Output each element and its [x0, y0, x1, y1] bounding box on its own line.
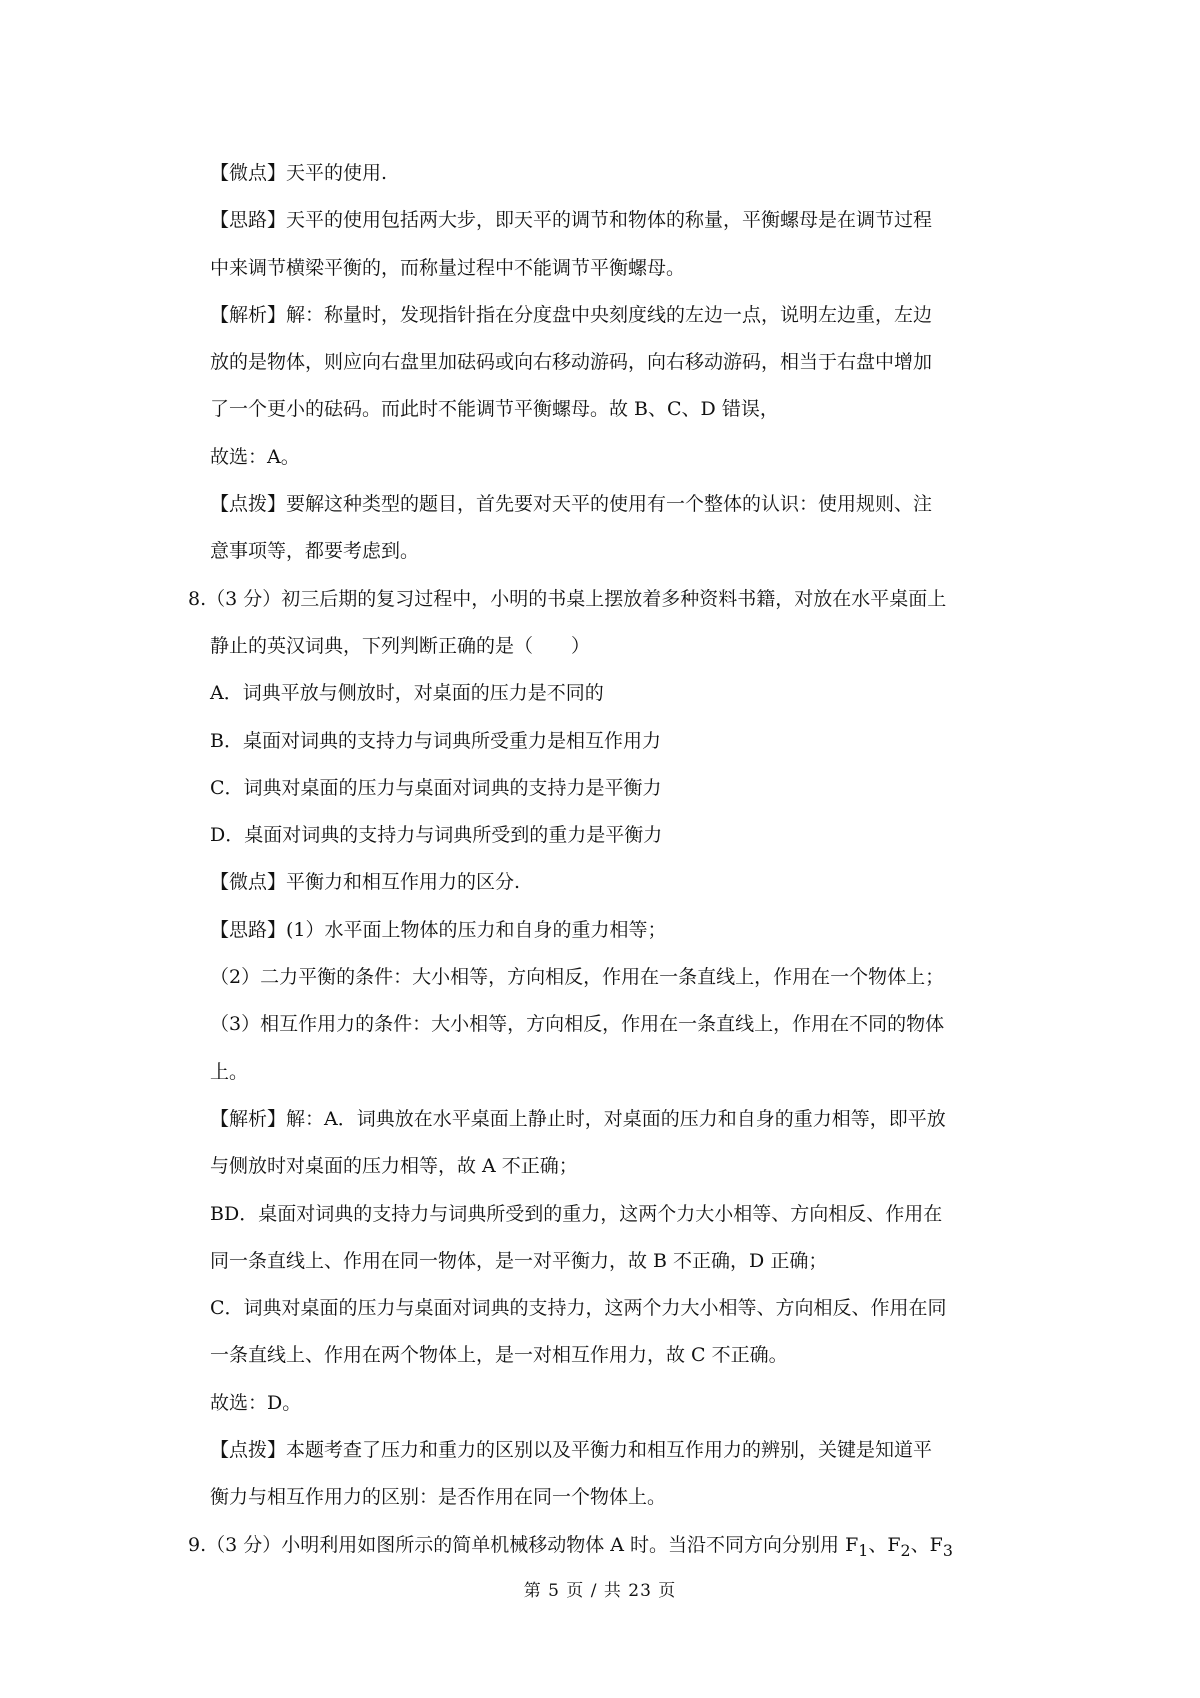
- q8-analysis-line-4: 同一条直线上、作用在同一物体，是一对平衡力，故 B 不正确，D 正确；: [210, 1249, 828, 1272]
- q7-tip-line-2: 意事项等，都要考虑到。: [210, 540, 420, 563]
- q8-option-c: C．词典对桌面的压力与桌面对词典的支持力是平衡力: [210, 776, 662, 799]
- q9-separator-1: 、F: [868, 1533, 901, 1556]
- q7-answer: 故选：A。: [210, 445, 300, 468]
- q8-option-b: B．桌面对词典的支持力与词典所受重力是相互作用力: [210, 729, 661, 752]
- q7-analysis-line-2: 放的是物体，则应向右盘里加砝码或向右移动游码，向右移动游码，相当于右盘中增加: [210, 351, 933, 374]
- q8-analysis-line-2: 与侧放时对桌面的压力相等，故 A 不正确；: [210, 1155, 578, 1178]
- page-content: [188, 150, 1025, 1574]
- q8-analysis-line-5: C．词典对桌面的压力与桌面对词典的支持力，这两个力大小相等、方向相反、作用在同: [210, 1297, 947, 1320]
- q8-point: 【微点】平衡力和相互作用力的区分.: [210, 871, 521, 894]
- q7-idea-line-1: 【思路】天平的使用包括两大步，即天平的调节和物体的称量，平衡螺母是在调节过程: [210, 209, 933, 232]
- q7-tip-line-1: 【点拨】要解这种类型的题目，首先要对天平的使用有一个整体的认识：使用规则、注: [210, 493, 933, 516]
- q8-tip-line-1: 【点拨】本题考查了压力和重力的区别以及平衡力和相互作用力的辨别，关键是知道平: [210, 1439, 933, 1462]
- page-footer: 第 5 页 / 共 23 页: [523, 1581, 677, 1601]
- q8-idea-line-2: （2）二力平衡的条件：大小相等，方向相反，作用在一条直线上，作用在一个物体上；: [210, 966, 945, 989]
- q7-analysis-line-1: 【解析】解：称量时，发现指针指在分度盘中央刻度线的左边一点，说明左边重，左边: [210, 303, 933, 326]
- f3-subscript: 3: [942, 1540, 953, 1560]
- q9-stem-line-1: [188, 1522, 1025, 1574]
- q7-analysis-line-3: 了一个更小的砝码。而此时不能调节平衡螺母。故 B、C、D 错误，: [210, 398, 779, 421]
- q8-idea-line-4: 上。: [210, 1060, 249, 1083]
- q8-analysis-line-1: 【解析】解：A．词典放在水平桌面上静止时，对桌面的压力和自身的重力相等，即平放: [210, 1107, 946, 1130]
- q7-idea-line-2: 中来调节横梁平衡的，而称量过程中不能调节平衡螺母。: [210, 256, 686, 279]
- q9-stem-text: 9.（3 分）小明利用如图所示的简单机械移动物体 A 时。当沿不同方向分别用 F: [188, 1533, 859, 1556]
- q8-option-a: A．词典平放与侧放时，对桌面的压力是不同的: [210, 682, 604, 705]
- q9-separator-2: 、F: [910, 1533, 943, 1556]
- q8-idea-line-1: 【思路】(1）水平面上物体的压力和自身的重力相等；: [210, 918, 667, 941]
- q8-option-d: D．桌面对词典的支持力与词典所受到的重力是平衡力: [210, 824, 663, 847]
- f2-subscript: 2: [900, 1540, 911, 1560]
- q8-idea-line-3: （3）相互作用力的条件：大小相等，方向相反，作用在一条直线上，作用在不同的物体: [210, 1013, 945, 1036]
- q8-analysis-line-3: BD．桌面对词典的支持力与词典所受到的重力，这两个力大小相等、方向相反、作用在: [210, 1202, 943, 1225]
- q8-stem-line-2: 静止的英汉词典，下列判断正确的是（ ）: [210, 634, 591, 657]
- f1-subscript: 1: [858, 1540, 869, 1560]
- q8-analysis-line-6: 一条直线上、作用在两个物体上，是一对相互作用力，故 C 不正确。: [210, 1344, 788, 1367]
- q7-point: 【微点】天平的使用.: [210, 162, 388, 184]
- q8-tip-line-2: 衡力与相互作用力的区别：是否作用在同一个物体上。: [210, 1486, 667, 1509]
- q8-stem-line-1: 8.（3 分）初三后期的复习过程中，小明的书桌上摆放着多种资料书籍，对放在水平桌面上: [188, 587, 947, 610]
- q8-answer: 故选：D。: [210, 1391, 302, 1414]
